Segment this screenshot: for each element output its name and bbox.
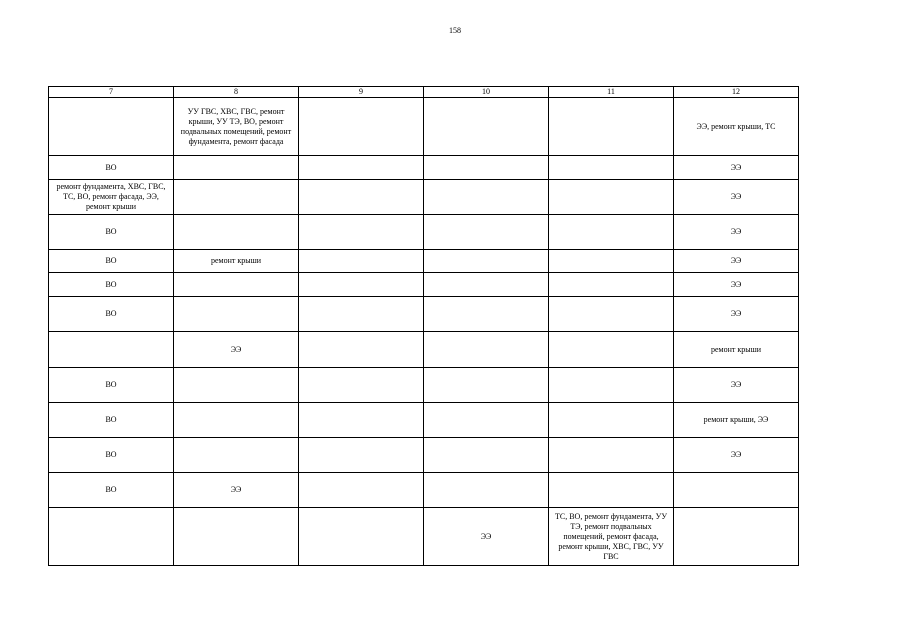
- table-row: [49, 273, 799, 297]
- table-cell-col-8: [174, 508, 299, 566]
- table-cell-col-11: [549, 403, 674, 438]
- table-cell-col-11: [549, 473, 674, 508]
- table-cell-col-8: [174, 297, 299, 332]
- table-cell-col-12: ремонт крыши: [674, 332, 799, 368]
- table-cell-col-7: ВО: [49, 438, 174, 473]
- table-cell-col-11: [549, 250, 674, 273]
- table-body: [49, 98, 799, 566]
- table-cell-col-9: [299, 215, 424, 250]
- table-cell-col-8: ремонт крыши: [174, 250, 299, 273]
- table-cell-col-9: [299, 156, 424, 180]
- table-cell-col-12: ЭЭ: [674, 273, 799, 297]
- table-row: [49, 250, 799, 273]
- table-cell-col-9: [299, 438, 424, 473]
- table-cell-col-8: [174, 273, 299, 297]
- table-cell-col-7: ВО: [49, 156, 174, 180]
- table-cell-col-10: [424, 403, 549, 438]
- table-row: [49, 473, 799, 508]
- table-cell-col-11: [549, 297, 674, 332]
- table-cell-col-10: [424, 156, 549, 180]
- table-cell-col-7: [49, 332, 174, 368]
- table-cell-col-9: [299, 473, 424, 508]
- table-cell-col-10: [424, 297, 549, 332]
- table-cell-col-12: ЭЭ: [674, 156, 799, 180]
- table-cell-col-10: [424, 473, 549, 508]
- table-cell-col-7: ВО: [49, 250, 174, 273]
- table-cell-col-10: [424, 273, 549, 297]
- table-cell-col-11: [549, 156, 674, 180]
- table-row: [49, 215, 799, 250]
- data-table: [48, 86, 799, 566]
- table-cell-col-9: [299, 297, 424, 332]
- table-cell-col-10: [424, 250, 549, 273]
- table-cell-col-11: [549, 98, 674, 156]
- table-row: [49, 156, 799, 180]
- table-cell-col-10: [424, 332, 549, 368]
- table-cell-col-10: [424, 368, 549, 403]
- table-cell-col-7: [49, 508, 174, 566]
- table-cell-col-9: [299, 273, 424, 297]
- table-cell-col-11: [549, 180, 674, 215]
- table-cell-col-12: ЭЭ: [674, 297, 799, 332]
- table-cell-col-8: [174, 368, 299, 403]
- column-header-8: 8: [174, 87, 299, 98]
- column-header-10: 10: [424, 87, 549, 98]
- table-cell-col-10: [424, 98, 549, 156]
- table-row: [49, 403, 799, 438]
- table-cell-col-12: ЭЭ: [674, 438, 799, 473]
- table-cell-col-8: ЭЭ: [174, 332, 299, 368]
- table-row: [49, 98, 799, 156]
- page-number: 158: [449, 26, 461, 35]
- table-cell-col-12: [674, 473, 799, 508]
- table-cell-col-9: [299, 180, 424, 215]
- table-cell-col-9: [299, 368, 424, 403]
- column-header-12: 12: [674, 87, 799, 98]
- table-header: [49, 87, 799, 98]
- table-cell-col-8: [174, 180, 299, 215]
- table-cell-col-8: ЭЭ: [174, 473, 299, 508]
- table-cell-col-12: ЭЭ: [674, 368, 799, 403]
- table-cell-col-9: [299, 508, 424, 566]
- table-cell-col-12: [674, 508, 799, 566]
- table-cell-col-11: [549, 438, 674, 473]
- table-cell-col-7: ВО: [49, 368, 174, 403]
- table-cell-col-9: [299, 332, 424, 368]
- table-cell-col-11: [549, 215, 674, 250]
- table-cell-col-10: [424, 180, 549, 215]
- table-cell-col-8: УУ ГВС, ХВС, ГВС, ремонт крыши, УУ ТЭ, ВО, ремонт подвальных помещений, ремонт фундамента, ремонт фасада: [174, 98, 299, 156]
- table-cell-col-7: ВО: [49, 297, 174, 332]
- table-cell-col-12: ремонт крыши, ЭЭ: [674, 403, 799, 438]
- table-cell-col-11: [549, 273, 674, 297]
- table-cell-col-7: ремонт фундамента, ХВС, ГВС, ТС, ВО, ремонт фасада, ЭЭ, ремонт крыши: [49, 180, 174, 215]
- table-cell-col-8: [174, 156, 299, 180]
- table-cell-col-11: ТС, ВО, ремонт фундамента, УУ ТЭ, ремонт подвальных помещений, ремонт фасада, ремонт крыши, ХВС, ГВС, УУ ГВС: [549, 508, 674, 566]
- table-cell-col-8: [174, 438, 299, 473]
- table-cell-col-11: [549, 368, 674, 403]
- table-cell-col-7: ВО: [49, 403, 174, 438]
- column-header-11: 11: [549, 87, 674, 98]
- table-cell-col-12: ЭЭ: [674, 180, 799, 215]
- table-cell-col-8: [174, 215, 299, 250]
- table-cell-col-7: ВО: [49, 273, 174, 297]
- table-cell-col-12: ЭЭ: [674, 215, 799, 250]
- column-header-9: 9: [299, 87, 424, 98]
- table-cell-col-9: [299, 98, 424, 156]
- table-row: [49, 180, 799, 215]
- table-cell-col-9: [299, 403, 424, 438]
- table-cell-col-9: [299, 250, 424, 273]
- table-row: [49, 368, 799, 403]
- table-cell-col-10: [424, 438, 549, 473]
- column-header-7: 7: [49, 87, 174, 98]
- table-cell-col-7: ВО: [49, 215, 174, 250]
- table-cell-col-7: [49, 98, 174, 156]
- table-row: [49, 332, 799, 368]
- header-row: [49, 87, 799, 98]
- table-row: [49, 297, 799, 332]
- table-cell-col-10: [424, 215, 549, 250]
- table-cell-col-11: [549, 332, 674, 368]
- table-cell-col-10: ЭЭ: [424, 508, 549, 566]
- table-cell-col-8: [174, 403, 299, 438]
- table-row: [49, 438, 799, 473]
- table-cell-col-12: ЭЭ, ремонт крыши, ТС: [674, 98, 799, 156]
- table-cell-col-12: ЭЭ: [674, 250, 799, 273]
- table-row: [49, 508, 799, 566]
- table-cell-col-7: ВО: [49, 473, 174, 508]
